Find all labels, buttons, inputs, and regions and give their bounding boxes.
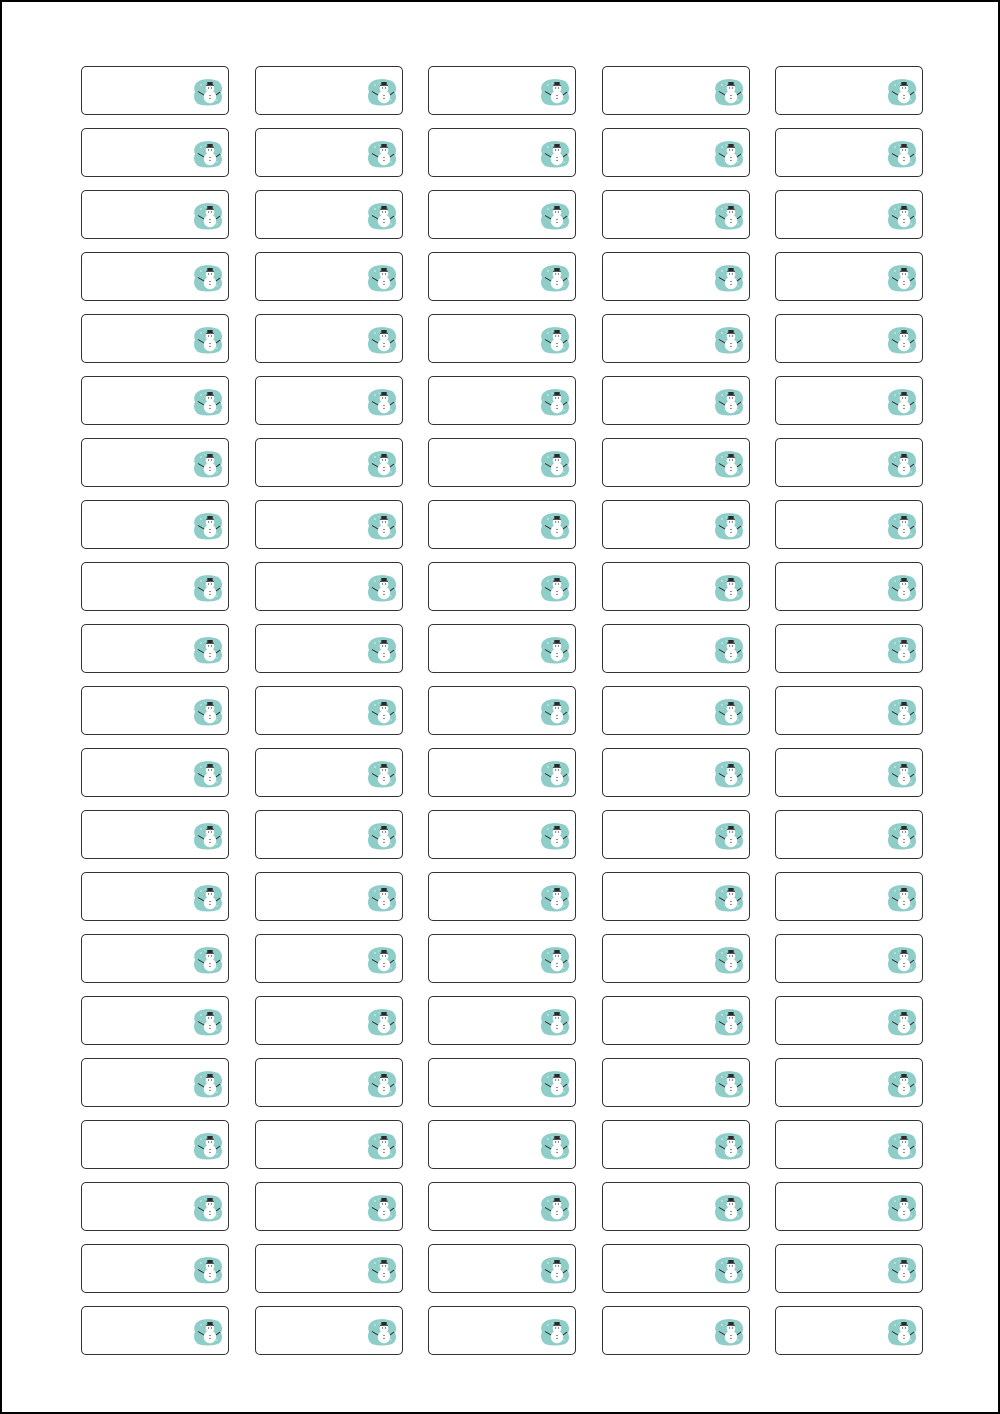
address-label (255, 562, 403, 611)
address-label (602, 66, 750, 115)
snowman-icon (367, 1256, 397, 1284)
address-label (255, 438, 403, 487)
address-label (428, 872, 576, 921)
snowman-icon (367, 1318, 397, 1346)
snowman-icon (887, 450, 917, 478)
address-label (255, 748, 403, 797)
address-label (602, 810, 750, 859)
address-label (428, 1182, 576, 1231)
address-label (81, 562, 229, 611)
address-label (775, 1058, 923, 1107)
address-label (255, 996, 403, 1045)
address-label (428, 190, 576, 239)
snowman-icon (540, 140, 570, 168)
address-label (775, 314, 923, 363)
address-label (81, 1244, 229, 1293)
snowman-icon (367, 698, 397, 726)
snowman-icon (540, 326, 570, 354)
address-label (428, 810, 576, 859)
snowman-icon (887, 140, 917, 168)
address-label (255, 1244, 403, 1293)
snowman-icon (367, 326, 397, 354)
snowman-icon (540, 202, 570, 230)
snowman-icon (193, 698, 223, 726)
snowman-icon (367, 78, 397, 106)
address-label (775, 128, 923, 177)
address-label (602, 1244, 750, 1293)
snowman-icon (714, 884, 744, 912)
address-label (602, 934, 750, 983)
snowman-icon (714, 388, 744, 416)
snowman-icon (887, 1194, 917, 1222)
snowman-icon (193, 1256, 223, 1284)
snowman-icon (887, 264, 917, 292)
address-label (775, 376, 923, 425)
address-label (775, 1306, 923, 1355)
snowman-icon (714, 822, 744, 850)
snowman-icon (367, 388, 397, 416)
address-label (602, 1120, 750, 1169)
address-label (428, 624, 576, 673)
address-label (428, 748, 576, 797)
address-label (602, 686, 750, 735)
snowman-icon (887, 1070, 917, 1098)
snowman-icon (367, 574, 397, 602)
snowman-icon (714, 326, 744, 354)
address-label (428, 500, 576, 549)
label-grid (81, 66, 923, 1355)
snowman-icon (193, 140, 223, 168)
snowman-icon (540, 264, 570, 292)
snowman-icon (193, 1318, 223, 1346)
snowman-icon (193, 388, 223, 416)
address-label (602, 996, 750, 1045)
snowman-icon (714, 1132, 744, 1160)
snowman-icon (367, 512, 397, 540)
snowman-icon (887, 946, 917, 974)
address-label (81, 1306, 229, 1355)
address-label (81, 934, 229, 983)
address-label (428, 66, 576, 115)
snowman-icon (887, 1256, 917, 1284)
snowman-icon (887, 1318, 917, 1346)
snowman-icon (714, 450, 744, 478)
address-label (81, 1182, 229, 1231)
address-label (81, 314, 229, 363)
snowman-icon (714, 512, 744, 540)
address-label (255, 624, 403, 673)
snowman-icon (367, 450, 397, 478)
address-label (81, 810, 229, 859)
snowman-icon (367, 946, 397, 974)
snowman-icon (540, 512, 570, 540)
snowman-icon (887, 760, 917, 788)
address-label (775, 1182, 923, 1231)
snowman-icon (540, 698, 570, 726)
snowman-icon (193, 884, 223, 912)
snowman-icon (193, 326, 223, 354)
snowman-icon (714, 574, 744, 602)
address-label (255, 1058, 403, 1107)
address-label (775, 1120, 923, 1169)
address-label (255, 314, 403, 363)
snowman-icon (540, 1008, 570, 1036)
address-label (255, 376, 403, 425)
address-label (81, 996, 229, 1045)
snowman-icon (367, 140, 397, 168)
snowman-icon (540, 1132, 570, 1160)
address-label (775, 748, 923, 797)
address-label (81, 66, 229, 115)
address-label (428, 1306, 576, 1355)
snowman-icon (714, 1256, 744, 1284)
address-label (428, 562, 576, 611)
snowman-icon (540, 760, 570, 788)
snowman-icon (367, 822, 397, 850)
address-label (81, 1058, 229, 1107)
address-label (81, 376, 229, 425)
snowman-icon (714, 760, 744, 788)
snowman-icon (193, 512, 223, 540)
snowman-icon (540, 822, 570, 850)
address-label (775, 252, 923, 301)
snowman-icon (887, 636, 917, 664)
snowman-icon (887, 388, 917, 416)
address-label (255, 934, 403, 983)
snowman-icon (887, 822, 917, 850)
address-label (81, 190, 229, 239)
snowman-icon (714, 1070, 744, 1098)
address-label (602, 624, 750, 673)
snowman-icon (887, 1132, 917, 1160)
address-label (775, 190, 923, 239)
snowman-icon (714, 636, 744, 664)
snowman-icon (887, 78, 917, 106)
address-label (602, 1306, 750, 1355)
snowman-icon (540, 946, 570, 974)
address-label (775, 872, 923, 921)
address-label (255, 500, 403, 549)
address-label (602, 128, 750, 177)
address-label (775, 996, 923, 1045)
snowman-icon (193, 450, 223, 478)
snowman-icon (367, 760, 397, 788)
snowman-icon (887, 698, 917, 726)
address-label (775, 438, 923, 487)
snowman-icon (193, 1008, 223, 1036)
snowman-icon (193, 574, 223, 602)
snowman-icon (540, 78, 570, 106)
snowman-icon (367, 202, 397, 230)
address-label (602, 500, 750, 549)
snowman-icon (887, 574, 917, 602)
snowman-icon (367, 884, 397, 912)
address-label (775, 66, 923, 115)
address-label (255, 252, 403, 301)
address-label (602, 252, 750, 301)
address-label (255, 1182, 403, 1231)
snowman-icon (714, 140, 744, 168)
snowman-icon (193, 760, 223, 788)
snowman-icon (714, 78, 744, 106)
snowman-icon (714, 264, 744, 292)
snowman-icon (540, 636, 570, 664)
address-label (602, 1182, 750, 1231)
snowman-icon (887, 512, 917, 540)
address-label (428, 996, 576, 1045)
address-label (602, 748, 750, 797)
address-label (602, 190, 750, 239)
snowman-icon (367, 1008, 397, 1036)
address-label (602, 376, 750, 425)
address-label (775, 686, 923, 735)
snowman-icon (887, 1008, 917, 1036)
address-label (775, 1244, 923, 1293)
address-label (81, 1120, 229, 1169)
snowman-icon (714, 946, 744, 974)
snowman-icon (193, 822, 223, 850)
address-label (602, 314, 750, 363)
address-label (255, 810, 403, 859)
snowman-icon (193, 946, 223, 974)
address-label (428, 438, 576, 487)
address-label (81, 438, 229, 487)
address-label (775, 562, 923, 611)
snowman-icon (887, 326, 917, 354)
address-label (255, 128, 403, 177)
snowman-icon (887, 202, 917, 230)
address-label (775, 810, 923, 859)
snowman-icon (367, 636, 397, 664)
address-label (775, 624, 923, 673)
snowman-icon (367, 264, 397, 292)
snowman-icon (540, 1318, 570, 1346)
address-label (602, 872, 750, 921)
snowman-icon (193, 1194, 223, 1222)
address-label (81, 252, 229, 301)
address-label (81, 748, 229, 797)
address-label (255, 1120, 403, 1169)
address-label (428, 1244, 576, 1293)
snowman-icon (714, 1318, 744, 1346)
address-label (428, 1120, 576, 1169)
snowman-icon (540, 388, 570, 416)
address-label (428, 934, 576, 983)
address-label (428, 376, 576, 425)
address-label (602, 438, 750, 487)
snowman-icon (714, 698, 744, 726)
snowman-icon (193, 1132, 223, 1160)
snowman-icon (193, 636, 223, 664)
snowman-icon (540, 450, 570, 478)
address-label (775, 500, 923, 549)
snowman-icon (540, 574, 570, 602)
snowman-icon (540, 1256, 570, 1284)
snowman-icon (193, 202, 223, 230)
address-label (428, 128, 576, 177)
address-label (81, 872, 229, 921)
snowman-icon (714, 1008, 744, 1036)
snowman-icon (193, 1070, 223, 1098)
snowman-icon (367, 1132, 397, 1160)
snowman-icon (193, 78, 223, 106)
address-label (255, 686, 403, 735)
address-label (775, 934, 923, 983)
address-label (81, 686, 229, 735)
snowman-icon (540, 884, 570, 912)
address-label (602, 562, 750, 611)
snowman-icon (367, 1070, 397, 1098)
address-label (255, 872, 403, 921)
snowman-icon (887, 884, 917, 912)
address-label (428, 252, 576, 301)
address-label (255, 1306, 403, 1355)
address-label (81, 128, 229, 177)
snowman-icon (540, 1070, 570, 1098)
address-label (255, 190, 403, 239)
address-label (255, 66, 403, 115)
address-label (81, 624, 229, 673)
address-label (428, 314, 576, 363)
snowman-icon (367, 1194, 397, 1222)
snowman-icon (193, 264, 223, 292)
address-label (428, 1058, 576, 1107)
address-label (428, 686, 576, 735)
snowman-icon (714, 202, 744, 230)
address-label (81, 500, 229, 549)
snowman-icon (714, 1194, 744, 1222)
snowman-icon (540, 1194, 570, 1222)
address-label (602, 1058, 750, 1107)
